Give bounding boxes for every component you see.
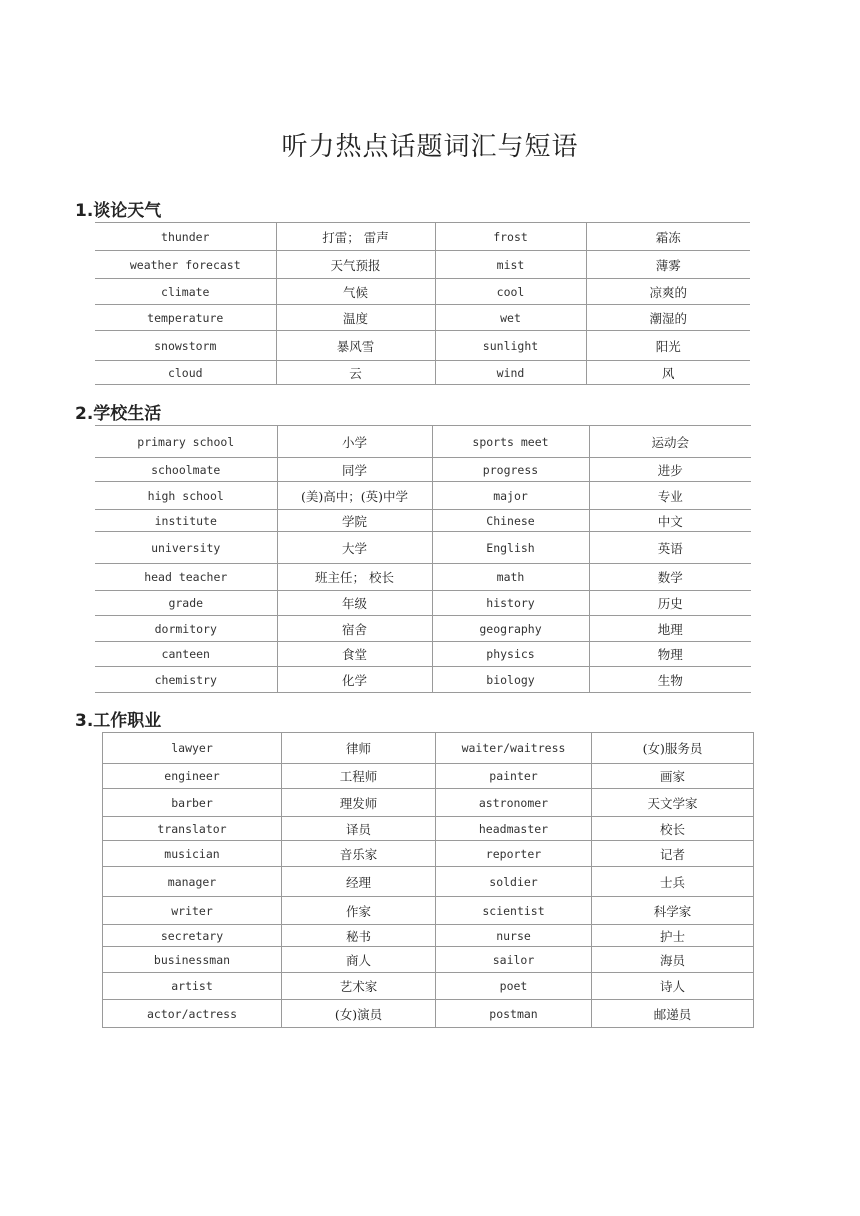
english-term: frost bbox=[435, 223, 586, 251]
chinese-meaning: 天文学家 bbox=[592, 789, 754, 817]
chinese-meaning: 薄雾 bbox=[586, 251, 750, 279]
table-row bbox=[95, 305, 750, 331]
chinese-meaning: 商人 bbox=[282, 947, 436, 973]
table-row bbox=[95, 591, 751, 616]
table-row bbox=[103, 789, 754, 817]
chinese-meaning: 年级 bbox=[277, 591, 432, 616]
table-row bbox=[103, 841, 754, 867]
table-row bbox=[103, 733, 754, 764]
table-row bbox=[95, 426, 751, 458]
table-row bbox=[95, 510, 751, 532]
english-term: lawyer bbox=[103, 733, 282, 764]
english-term: astronomer bbox=[436, 789, 592, 817]
chinese-meaning: 天气预报 bbox=[276, 251, 435, 279]
table-row bbox=[103, 817, 754, 841]
english-term: temperature bbox=[95, 305, 276, 331]
chinese-meaning: 中文 bbox=[589, 510, 751, 532]
table-row bbox=[103, 897, 754, 925]
table-row bbox=[103, 973, 754, 1000]
chinese-meaning: 温度 bbox=[276, 305, 435, 331]
chinese-meaning: 译员 bbox=[282, 817, 436, 841]
english-term: university bbox=[95, 532, 277, 564]
english-term: primary school bbox=[95, 426, 277, 458]
english-term: math bbox=[432, 564, 589, 591]
english-term: headmaster bbox=[436, 817, 592, 841]
chinese-meaning: (美)高中；(英)中学 bbox=[277, 482, 432, 510]
chinese-meaning: 艺术家 bbox=[282, 973, 436, 1000]
table-row bbox=[95, 532, 751, 564]
english-term: geography bbox=[432, 616, 589, 642]
table-row bbox=[95, 251, 750, 279]
english-term: climate bbox=[95, 279, 276, 305]
english-term: dormitory bbox=[95, 616, 277, 642]
chinese-meaning: 理发师 bbox=[282, 789, 436, 817]
table-row bbox=[95, 331, 750, 361]
english-term: thunder bbox=[95, 223, 276, 251]
english-term: history bbox=[432, 591, 589, 616]
english-term: cool bbox=[435, 279, 586, 305]
chinese-meaning: 秘书 bbox=[282, 925, 436, 947]
chinese-meaning: 小学 bbox=[277, 426, 432, 458]
jobs-vocab-table bbox=[102, 732, 754, 1028]
english-term: wind bbox=[435, 361, 586, 385]
english-term: chemistry bbox=[95, 667, 277, 693]
chinese-meaning: 地理 bbox=[589, 616, 751, 642]
chinese-meaning: 历史 bbox=[589, 591, 751, 616]
chinese-meaning: 云 bbox=[276, 361, 435, 385]
english-term: postman bbox=[436, 1000, 592, 1028]
section-heading-weather: 1.谈论天气 bbox=[75, 201, 162, 221]
table-row bbox=[95, 361, 750, 385]
chinese-meaning: 宿舍 bbox=[277, 616, 432, 642]
chinese-meaning: 邮递员 bbox=[592, 1000, 754, 1028]
english-term: soldier bbox=[436, 867, 592, 897]
english-term: barber bbox=[103, 789, 282, 817]
table-row bbox=[95, 458, 751, 482]
chinese-meaning: 生物 bbox=[589, 667, 751, 693]
english-term: poet bbox=[436, 973, 592, 1000]
table-row bbox=[95, 482, 751, 510]
table-row bbox=[103, 925, 754, 947]
chinese-meaning: 画家 bbox=[592, 764, 754, 789]
chinese-meaning: 进步 bbox=[589, 458, 751, 482]
chinese-meaning: 运动会 bbox=[589, 426, 751, 458]
table-row bbox=[95, 616, 751, 642]
chinese-meaning: 经理 bbox=[282, 867, 436, 897]
table-row bbox=[95, 223, 750, 251]
english-term: head teacher bbox=[95, 564, 277, 591]
english-term: cloud bbox=[95, 361, 276, 385]
english-term: businessman bbox=[103, 947, 282, 973]
chinese-meaning: 化学 bbox=[277, 667, 432, 693]
table-row bbox=[103, 1000, 754, 1028]
chinese-meaning: 科学家 bbox=[592, 897, 754, 925]
english-term: reporter bbox=[436, 841, 592, 867]
english-term: major bbox=[432, 482, 589, 510]
chinese-meaning: 作家 bbox=[282, 897, 436, 925]
table-row bbox=[103, 764, 754, 789]
english-term: waiter/waitress bbox=[436, 733, 592, 764]
english-term: physics bbox=[432, 642, 589, 667]
chinese-meaning: (女)演员 bbox=[282, 1000, 436, 1028]
english-term: actor/actress bbox=[103, 1000, 282, 1028]
english-term: musician bbox=[103, 841, 282, 867]
chinese-meaning: 工程师 bbox=[282, 764, 436, 789]
chinese-meaning: 班主任； 校长 bbox=[277, 564, 432, 591]
chinese-meaning: 音乐家 bbox=[282, 841, 436, 867]
english-term: progress bbox=[432, 458, 589, 482]
english-term: biology bbox=[432, 667, 589, 693]
table-row bbox=[95, 667, 751, 693]
english-term: snowstorm bbox=[95, 331, 276, 361]
school-life-vocab-table bbox=[95, 425, 751, 693]
chinese-meaning: 同学 bbox=[277, 458, 432, 482]
page-title: 听力热点话题词汇与短语 bbox=[281, 132, 579, 162]
chinese-meaning: 阳光 bbox=[586, 331, 750, 361]
chinese-meaning: 律师 bbox=[282, 733, 436, 764]
chinese-meaning: 大学 bbox=[277, 532, 432, 564]
chinese-meaning: 英语 bbox=[589, 532, 751, 564]
chinese-meaning: 食堂 bbox=[277, 642, 432, 667]
chinese-meaning: 记者 bbox=[592, 841, 754, 867]
chinese-meaning: 打雷； 雷声 bbox=[276, 223, 435, 251]
chinese-meaning: 物理 bbox=[589, 642, 751, 667]
table-row bbox=[95, 642, 751, 667]
english-term: sunlight bbox=[435, 331, 586, 361]
english-term: wet bbox=[435, 305, 586, 331]
english-term: manager bbox=[103, 867, 282, 897]
chinese-meaning: 霜冻 bbox=[586, 223, 750, 251]
chinese-meaning: 校长 bbox=[592, 817, 754, 841]
english-term: canteen bbox=[95, 642, 277, 667]
table-row bbox=[95, 564, 751, 591]
chinese-meaning: 诗人 bbox=[592, 973, 754, 1000]
english-term: painter bbox=[436, 764, 592, 789]
section-heading-jobs: 3.工作职业 bbox=[75, 711, 162, 731]
english-term: scientist bbox=[436, 897, 592, 925]
english-term: high school bbox=[95, 482, 277, 510]
chinese-meaning: 暴风雪 bbox=[276, 331, 435, 361]
chinese-meaning: 专业 bbox=[589, 482, 751, 510]
chinese-meaning: 潮湿的 bbox=[586, 305, 750, 331]
english-term: secretary bbox=[103, 925, 282, 947]
chinese-meaning: 凉爽的 bbox=[586, 279, 750, 305]
chinese-meaning: 学院 bbox=[277, 510, 432, 532]
section-heading-school-life: 2.学校生活 bbox=[75, 404, 162, 424]
table-row bbox=[103, 947, 754, 973]
english-term: translator bbox=[103, 817, 282, 841]
english-term: engineer bbox=[103, 764, 282, 789]
chinese-meaning: 气候 bbox=[276, 279, 435, 305]
english-term: grade bbox=[95, 591, 277, 616]
chinese-meaning: (女)服务员 bbox=[592, 733, 754, 764]
chinese-meaning: 风 bbox=[586, 361, 750, 385]
chinese-meaning: 数学 bbox=[589, 564, 751, 591]
table-row bbox=[95, 279, 750, 305]
english-term: Chinese bbox=[432, 510, 589, 532]
chinese-meaning: 护士 bbox=[592, 925, 754, 947]
english-term: sailor bbox=[436, 947, 592, 973]
english-term: weather forecast bbox=[95, 251, 276, 279]
english-term: schoolmate bbox=[95, 458, 277, 482]
english-term: English bbox=[432, 532, 589, 564]
weather-vocab-table bbox=[95, 222, 750, 385]
english-term: artist bbox=[103, 973, 282, 1000]
chinese-meaning: 海员 bbox=[592, 947, 754, 973]
chinese-meaning: 士兵 bbox=[592, 867, 754, 897]
english-term: sports meet bbox=[432, 426, 589, 458]
table-row bbox=[103, 867, 754, 897]
english-term: writer bbox=[103, 897, 282, 925]
english-term: mist bbox=[435, 251, 586, 279]
english-term: nurse bbox=[436, 925, 592, 947]
english-term: institute bbox=[95, 510, 277, 532]
